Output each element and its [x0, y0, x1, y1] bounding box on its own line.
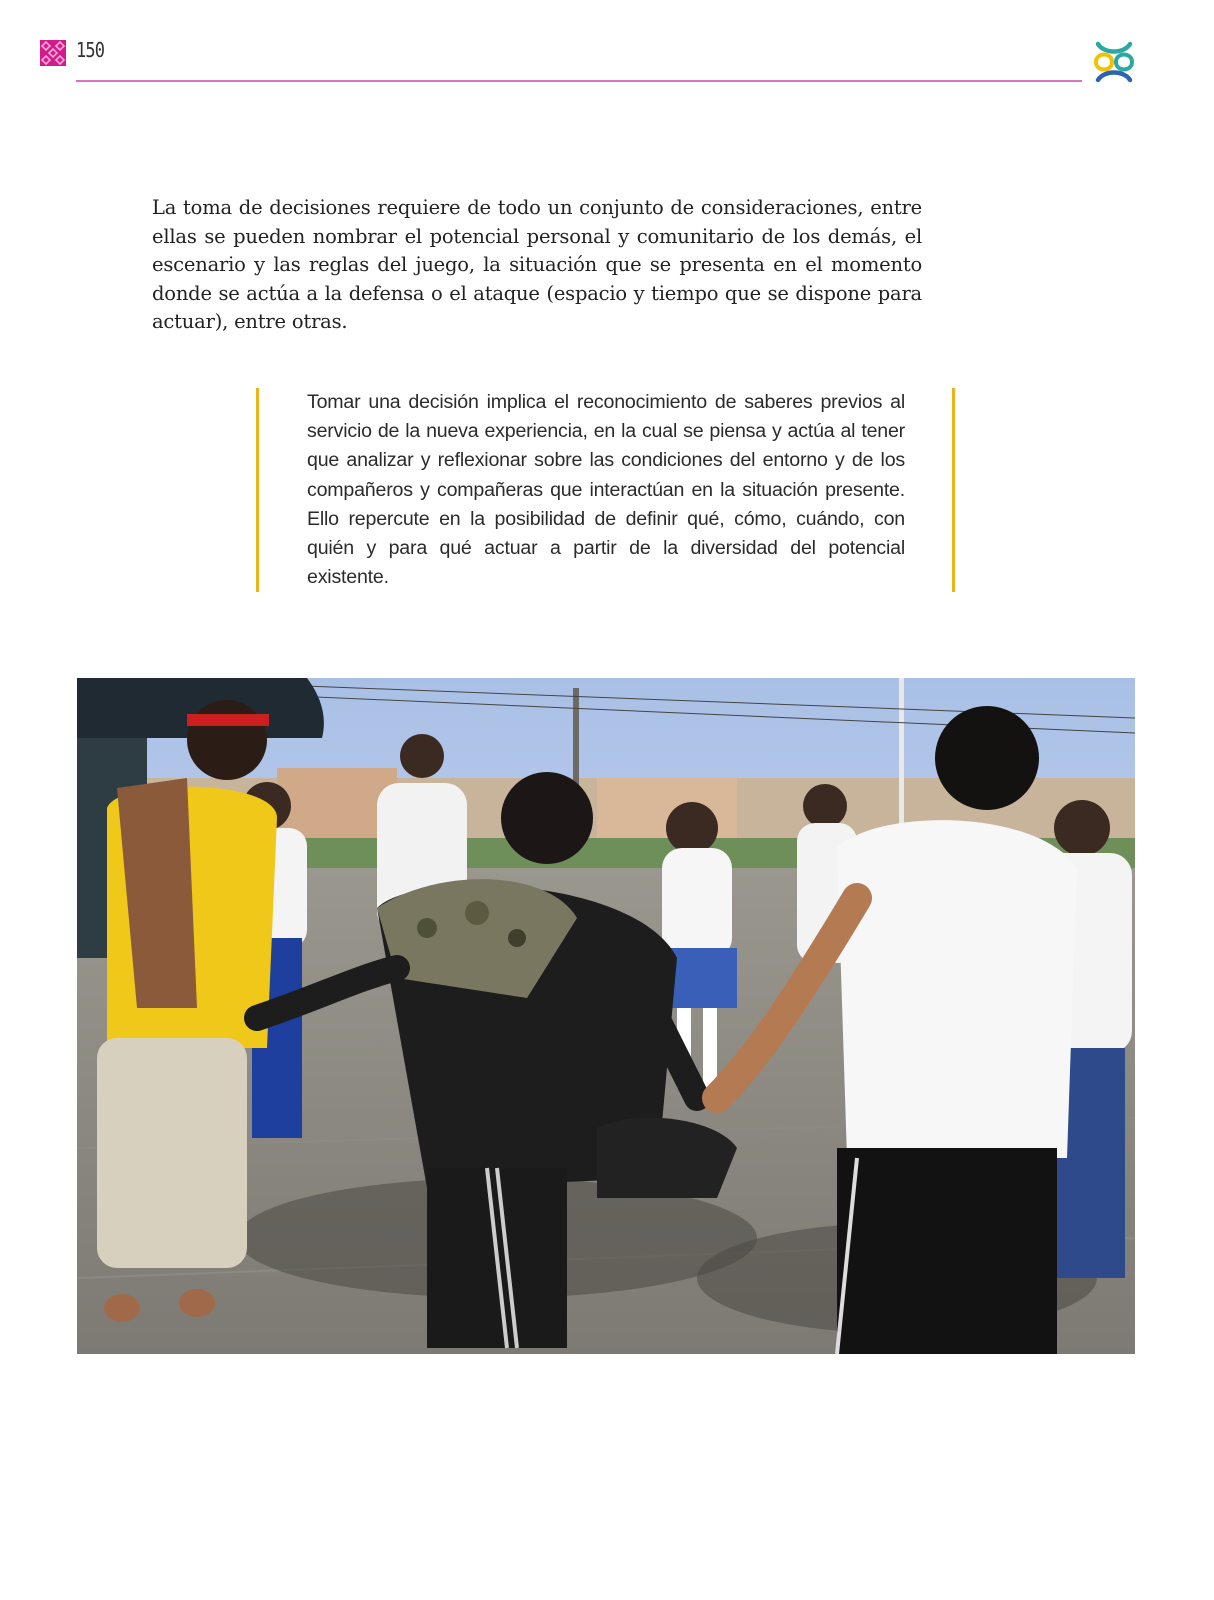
page-mark-icon [40, 40, 66, 66]
quote-bar-right [952, 388, 955, 592]
page-number: 150 [76, 38, 105, 62]
photo-illustration [77, 678, 1135, 1354]
intro-paragraph: La toma de decisiones requiere de todo un conjunto de consideraciones, entre ellas se pueden nombrar el potencial personal y comunitario de los demás, el escenario y las reglas del juego, la situación que se presenta en el momento donde se actúa a la defensa o el ataque (espacio y tiempo que se dispone para actuar), entre otras. [152, 196, 922, 333]
header-rule [76, 80, 1082, 82]
quote-text: Tomar una decisión implica el reconocimiento de saberes previos al servicio de la nueva experiencia, en la cual se piensa y actúa al tener que analizar y reflexionar sobre las condiciones del entorno y de los compañeros y compañeras que interactúan en la situación presente. Ello repercute en la posibilidad de definir qué, cómo, cuándo, con quién y para qué actuar a partir de la diversidad del potencial existente. [307, 391, 905, 589]
students-circle-photo [77, 678, 1135, 1354]
quote-bar-left [256, 388, 259, 592]
corner-logo-icon [1090, 38, 1138, 86]
